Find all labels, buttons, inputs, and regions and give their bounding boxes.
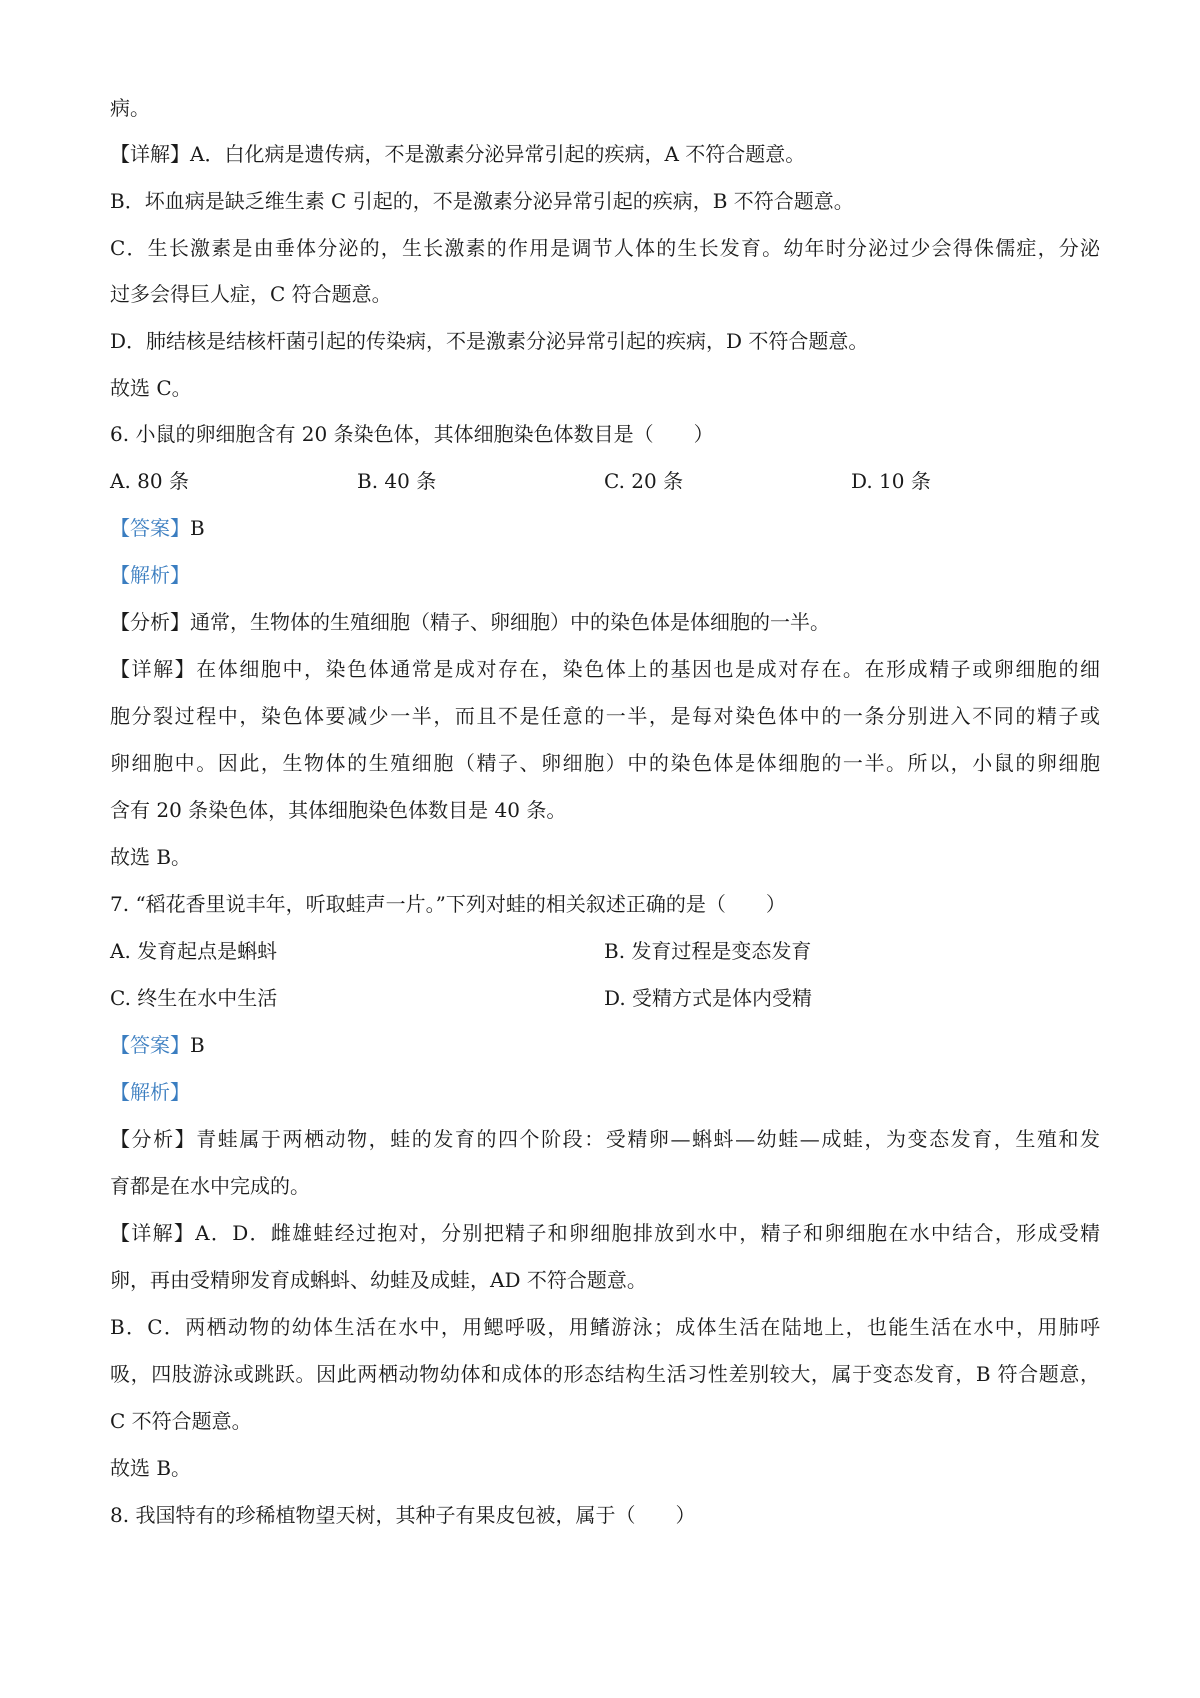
text-line: 卵，再由受精卵发育成蝌蚪、幼蛙及成蛙，AD 不符合题意。 bbox=[110, 1268, 647, 1292]
text-line: 【详解】在体细胞中，染色体通常是成对存在，染色体上的基因也是成对存在。在形成精子或卵细胞的细 bbox=[110, 657, 1100, 681]
question-7-stem: 7. “稻花香里说丰年，听取蛙声一片。”下列对蛙的相关叙述正确的是（ ） bbox=[110, 892, 786, 916]
answer-line bbox=[110, 1031, 1100, 1059]
answer-tag: 【答案】 bbox=[110, 516, 190, 540]
q6-option-d: D. 10 条 bbox=[851, 469, 931, 493]
text-line: B．坏血病是缺乏维生素 C 引起的，不是激素分泌异常引起的疾病，B 不符合题意。 bbox=[110, 189, 854, 213]
text-line: 育都是在水中完成的。 bbox=[110, 1174, 310, 1198]
text-line: 【详解】A．白化病是遗传病，不是激素分泌异常引起的疾病，A 不符合题意。 bbox=[110, 142, 806, 166]
text-line: C．生长激素是由垂体分泌的，生长激素的作用是调节人体的生长发育。幼年时分泌过少会得侏儒症，分泌 bbox=[110, 236, 1100, 260]
text-line: 卵细胞中。因此，生物体的生殖细胞（精子、卵细胞）中的染色体是体细胞的一半。所以，小鼠的卵细胞 bbox=[110, 751, 1100, 775]
question-6-stem: 6. 小鼠的卵细胞含有 20 条染色体，其体细胞染色体数目是（ ） bbox=[110, 422, 714, 446]
q6-option-a: A. 80 条 bbox=[110, 469, 189, 493]
answer-value: B bbox=[190, 516, 205, 540]
answer-value: B bbox=[190, 1033, 205, 1057]
question-8-stem: 8. 我国特有的珍稀植物望天树，其种子有果皮包被，属于（ ） bbox=[110, 1503, 696, 1527]
text-line: C 不符合题意。 bbox=[110, 1409, 252, 1433]
text-line: 胞分裂过程中，染色体要减少一半，而且不是任意的一半，是每对染色体中的一条分别进入不同的精子或 bbox=[110, 704, 1100, 728]
analysis-tag: 【解析】 bbox=[110, 563, 190, 587]
text-line: 【分析】通常，生物体的生殖细胞（精子、卵细胞）中的染色体是体细胞的一半。 bbox=[110, 610, 830, 634]
text-line: 过多会得巨人症，C 符合题意。 bbox=[110, 282, 392, 306]
q6-option-b: B. 40 条 bbox=[357, 469, 437, 493]
text-line: D．肺结核是结核杆菌引起的传染病，不是激素分泌异常引起的疾病，D 不符合题意。 bbox=[110, 329, 869, 353]
text-line: B．C．两栖动物的幼体生活在水中，用鳃呼吸，用鳍游泳；成体生活在陆地上，也能生活在水中，用肺呼 bbox=[110, 1315, 1100, 1339]
text-line: 故选 B。 bbox=[110, 845, 192, 869]
text-line: 吸，四肢游泳或跳跃。因此两栖动物幼体和成体的形态结构生活习性差别较大，属于变态发育，B 符合题意， bbox=[110, 1362, 1100, 1386]
text-line: 【详解】A．D．雌雄蛙经过抱对，分别把精子和卵细胞排放到水中，精子和卵细胞在水中结合，形成受精 bbox=[110, 1221, 1100, 1245]
text-line: 故选 C。 bbox=[110, 376, 192, 400]
text-line: 【分析】青蛙属于两栖动物，蛙的发育的四个阶段：受精卵—蝌蚪—幼蛙—成蛙，为变态发育，生殖和发 bbox=[110, 1127, 1100, 1151]
answer-line bbox=[110, 514, 1100, 542]
text-line: 故选 B。 bbox=[110, 1456, 192, 1480]
answer-tag: 【答案】 bbox=[110, 1033, 190, 1057]
q7-option-d: D. 受精方式是体内受精 bbox=[604, 986, 813, 1010]
text-line: 病。 bbox=[110, 96, 150, 120]
text-line: 含有 20 条染色体，其体细胞染色体数目是 40 条。 bbox=[110, 798, 567, 822]
analysis-tag: 【解析】 bbox=[110, 1080, 190, 1104]
q7-option-c: C. 终生在水中生活 bbox=[110, 986, 278, 1010]
q7-option-a: A. 发育起点是蝌蚪 bbox=[110, 939, 278, 963]
q7-option-b: B. 发育过程是变态发育 bbox=[604, 939, 812, 963]
q6-option-c: C. 20 条 bbox=[604, 469, 684, 493]
